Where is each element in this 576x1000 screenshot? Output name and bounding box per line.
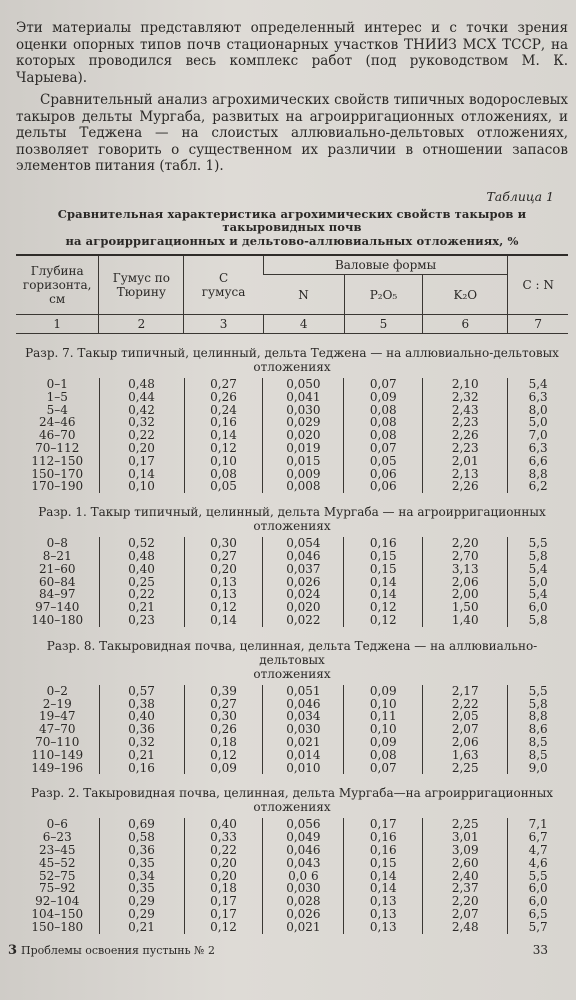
cell-depth: 21–60 (38, 561, 76, 576)
section-title-line-2: отложениях (253, 800, 331, 815)
cell-p2o5: 0,16 (344, 844, 423, 857)
section-title (16, 505, 568, 533)
cell-c-humus: 0,40 (184, 818, 263, 831)
cell-depth: 97–140 (35, 600, 80, 615)
cell-depth: 0–1 (46, 377, 68, 391)
table-row (16, 895, 568, 908)
cell-c-n: 6,0 (508, 895, 568, 908)
cell-n: 0,050 (263, 378, 344, 391)
cell-p2o5: 0,07 (344, 762, 423, 775)
cell-depth: 8–21 (42, 548, 72, 563)
cell-c-n: 5,0 (508, 576, 568, 589)
cell-humus: 0,52 (99, 537, 184, 550)
cell-n: 0,056 (263, 818, 344, 831)
cell-c-n: 8,6 (508, 723, 568, 736)
cell-n: 0,049 (263, 831, 344, 844)
cell-depth: 23–45 (38, 842, 76, 857)
cell-humus: 0,34 (99, 870, 184, 883)
cell-c-n: 5,8 (508, 550, 568, 563)
cell-k2o: 2,26 (423, 429, 508, 442)
cell-k2o: 1,40 (423, 614, 508, 627)
cell-c-humus: 0,09 (184, 762, 263, 775)
cell-p2o5: 0,08 (344, 416, 423, 429)
cell-humus: 0,21 (99, 749, 184, 762)
section-table (16, 818, 568, 933)
footer-title: Проблемы освоения пустынь № 2 (21, 944, 215, 957)
cell-c-humus: 0,20 (184, 563, 263, 576)
cell-c-humus: 0,27 (184, 550, 263, 563)
cell-humus: 0,16 (99, 762, 184, 775)
cell-n: 0,030 (263, 404, 344, 417)
cell-k2o: 2,07 (423, 908, 508, 921)
cell-c-humus: 0,30 (184, 537, 263, 550)
cell-c-n: 6,6 (508, 455, 568, 468)
section-title (16, 786, 568, 814)
cell-depth: 75–92 (38, 881, 76, 896)
table-row (16, 736, 568, 749)
cell-k2o: 2,32 (423, 391, 508, 404)
header-p2o5: P₂O₅ (344, 275, 423, 315)
cell-c-humus: 0,12 (184, 921, 263, 934)
cell-depth: 70–110 (35, 734, 80, 749)
cell-n: 0,0 6 (263, 870, 344, 883)
cell-c-n: 6,0 (508, 882, 568, 895)
table-header (16, 254, 568, 334)
cell-p2o5: 0,16 (344, 537, 423, 550)
table-row (16, 921, 568, 934)
cell-humus: 0,22 (99, 429, 184, 442)
cell-n: 0,046 (263, 844, 344, 857)
cell-n: 0,014 (263, 749, 344, 762)
cell-k2o: 2,23 (423, 442, 508, 455)
cell-c-humus: 0,10 (184, 455, 263, 468)
cell-n: 0,008 (263, 480, 344, 493)
cell-depth: 110–149 (31, 747, 84, 762)
cell-c-n: 4,6 (508, 857, 568, 870)
cell-k2o: 3,09 (423, 844, 508, 857)
page-number: 33 (532, 943, 548, 957)
cell-humus: 0,21 (99, 921, 184, 934)
cell-n: 0,021 (263, 921, 344, 934)
cell-c-n: 5,4 (508, 563, 568, 576)
cell-depth: 5–4 (46, 402, 68, 417)
cell-depth: 140–180 (31, 612, 84, 627)
cell-n: 0,043 (263, 857, 344, 870)
cell-p2o5: 0,10 (344, 698, 423, 711)
cell-p2o5: 0,08 (344, 429, 423, 442)
cell-humus: 0,25 (99, 576, 184, 589)
cell-p2o5: 0,14 (344, 870, 423, 883)
cell-n: 0,046 (263, 698, 344, 711)
cell-c-humus: 0,13 (184, 576, 263, 589)
cell-n: 0,015 (263, 455, 344, 468)
table-row (16, 391, 568, 404)
cell-n: 0,046 (263, 550, 344, 563)
section-title-line-2: отложениях (253, 666, 331, 681)
col-num-1: 1 (16, 315, 99, 334)
cell-p2o5: 0,10 (344, 723, 423, 736)
cell-p2o5: 0,15 (344, 857, 423, 870)
cell-c-humus: 0,24 (184, 404, 263, 417)
header-c-humus: С гумуса (184, 255, 263, 315)
cell-n: 0,028 (263, 895, 344, 908)
header-gross-forms: Валовые формы (263, 255, 508, 275)
cell-c-humus: 0,20 (184, 870, 263, 883)
cell-depth: 46–70 (38, 428, 76, 443)
cell-c-humus: 0,12 (184, 442, 263, 455)
cell-n: 0,026 (263, 576, 344, 589)
section-title (16, 346, 568, 374)
cell-n: 0,026 (263, 908, 344, 921)
cell-c-n: 5,8 (508, 614, 568, 627)
cell-depth: 92–104 (35, 894, 80, 909)
cell-c-n: 6,0 (508, 601, 568, 614)
table-row (16, 442, 568, 455)
cell-c-humus: 0,22 (184, 844, 263, 857)
section-title-line-1: Разр. 8. Такыровидная почва, целинная, дельта Теджена — на аллювиально-дельтовых (46, 638, 538, 667)
cell-depth: 1–5 (46, 389, 68, 404)
cell-depth: 2–19 (42, 696, 72, 711)
cell-humus: 0,38 (99, 698, 184, 711)
cell-depth: 84–97 (38, 587, 76, 602)
cell-depth: 0–2 (46, 683, 68, 698)
cell-n: 0,030 (263, 882, 344, 895)
cell-depth: 150–180 (31, 919, 84, 934)
cell-humus: 0,32 (99, 736, 184, 749)
cell-k2o: 2,37 (423, 882, 508, 895)
cell-humus: 0,57 (99, 685, 184, 698)
cell-k2o: 2,70 (423, 550, 508, 563)
cell-humus: 0,23 (99, 614, 184, 627)
cell-humus: 0,44 (99, 391, 184, 404)
cell-c-humus: 0,05 (184, 480, 263, 493)
cell-c-n: 5,0 (508, 416, 568, 429)
footer-signature-number: 3 (8, 943, 18, 958)
cell-k2o: 2,25 (423, 818, 508, 831)
cell-humus: 0,20 (99, 442, 184, 455)
cell-p2o5: 0,09 (344, 685, 423, 698)
cell-c-humus: 0,17 (184, 908, 263, 921)
cell-c-humus: 0,27 (184, 378, 263, 391)
cell-n: 0,024 (263, 588, 344, 601)
cell-c-n: 5,8 (508, 698, 568, 711)
cell-k2o: 2,01 (423, 455, 508, 468)
header-humus: Гумус по Тюрину (99, 255, 184, 315)
cell-p2o5: 0,07 (344, 442, 423, 455)
cell-p2o5: 0,08 (344, 404, 423, 417)
cell-p2o5: 0,17 (344, 818, 423, 831)
cell-c-humus: 0,13 (184, 588, 263, 601)
cell-c-n: 5,5 (508, 685, 568, 698)
col-num-7: 7 (508, 315, 568, 334)
cell-humus: 0,14 (99, 468, 184, 481)
col-num-5: 5 (344, 315, 423, 334)
cell-depth: 112–150 (31, 453, 84, 468)
cell-c-humus: 0,18 (184, 882, 263, 895)
header-n: N (298, 287, 309, 302)
cell-p2o5: 0,14 (344, 576, 423, 589)
cell-humus: 0,58 (99, 831, 184, 844)
table-row (16, 762, 568, 775)
cell-c-humus: 0,33 (184, 831, 263, 844)
cell-humus: 0,29 (99, 895, 184, 908)
section-table (16, 685, 568, 775)
cell-humus: 0,48 (99, 378, 184, 391)
cell-c-humus: 0,16 (184, 416, 263, 429)
cell-p2o5: 0,13 (344, 908, 423, 921)
cell-depth: 0–8 (46, 536, 68, 551)
page-footer (8, 943, 548, 958)
cell-p2o5: 0,16 (344, 831, 423, 844)
cell-depth: 70–112 (35, 440, 80, 455)
cell-humus: 0,40 (99, 563, 184, 576)
table-caption (16, 208, 568, 249)
header-k2o: K₂O (423, 275, 508, 315)
cell-c-humus: 0,12 (184, 601, 263, 614)
cell-k2o: 2,07 (423, 723, 508, 736)
cell-humus: 0,32 (99, 416, 184, 429)
table-row (16, 857, 568, 870)
cell-n: 0,020 (263, 601, 344, 614)
cell-k2o: 2,22 (423, 698, 508, 711)
cell-humus: 0,48 (99, 550, 184, 563)
cell-c-humus: 0,17 (184, 895, 263, 908)
cell-k2o: 2,25 (423, 762, 508, 775)
cell-k2o: 2,20 (423, 895, 508, 908)
cell-n: 0,054 (263, 537, 344, 550)
col-num-3: 3 (184, 315, 263, 334)
cell-k2o: 2,20 (423, 537, 508, 550)
cell-p2o5: 0,15 (344, 550, 423, 563)
cell-c-n: 8,8 (508, 468, 568, 481)
cell-p2o5: 0,12 (344, 614, 423, 627)
cell-k2o: 2,06 (423, 736, 508, 749)
cell-c-n: 6,5 (508, 908, 568, 921)
table-row (16, 378, 568, 391)
cell-depth: 170–190 (31, 479, 84, 494)
cell-k2o: 2,48 (423, 921, 508, 934)
cell-p2o5: 0,07 (344, 378, 423, 391)
cell-c-n: 8,5 (508, 736, 568, 749)
cell-n: 0,037 (263, 563, 344, 576)
cell-depth: 104–150 (31, 906, 84, 921)
cell-c-n: 5,4 (508, 588, 568, 601)
cell-p2o5: 0,09 (344, 736, 423, 749)
cell-c-n: 4,7 (508, 844, 568, 857)
cell-c-humus: 0,27 (184, 698, 263, 711)
cell-n: 0,029 (263, 416, 344, 429)
table-body (16, 346, 568, 934)
cell-n: 0,010 (263, 762, 344, 775)
cell-c-n: 7,1 (508, 818, 568, 831)
cell-humus: 0,29 (99, 908, 184, 921)
section-title (16, 639, 568, 681)
cell-c-humus: 0,08 (184, 468, 263, 481)
col-num-4: 4 (263, 315, 344, 334)
cell-depth: 6–23 (42, 830, 72, 845)
cell-humus: 0,10 (99, 480, 184, 493)
table-row (16, 480, 568, 493)
cell-k2o: 2,26 (423, 480, 508, 493)
col-num-2: 2 (99, 315, 184, 334)
table-row (16, 844, 568, 857)
cell-c-n: 5,4 (508, 378, 568, 391)
section-title-line-1: Разр. 2. Такыровидная почва, целинная, дельта Мургаба—на агроирригационных (30, 786, 554, 801)
cell-depth: 24–46 (38, 415, 76, 430)
cell-n: 0,019 (263, 442, 344, 455)
intro-paragraph-2: Сравнительный анализ агрохимических свойств типичных водорослевых такыров дельты Мургаба, развитых на агроирригационных отложениях, и дельты Теджена — на слоистых аллювиально-дельтовых отложениях, позволяет говорить о существенном их различии в отношении запасов элементов питания (табл. 1). (16, 92, 568, 174)
cell-k2o: 2,00 (423, 588, 508, 601)
cell-p2o5: 0,13 (344, 895, 423, 908)
cell-depth: 19–47 (38, 709, 76, 724)
caption-line-2: на агроирригационных и дельтово-аллювиальных отложениях, % (65, 233, 519, 248)
cell-k2o: 3,13 (423, 563, 508, 576)
cell-c-n: 8,8 (508, 710, 568, 723)
cell-k2o: 2,40 (423, 870, 508, 883)
section-title-line-2: отложениях (253, 360, 331, 374)
header-depth: Глубина горизонта, см (16, 255, 99, 315)
cell-p2o5: 0,09 (344, 391, 423, 404)
cell-k2o: 2,17 (423, 685, 508, 698)
cell-k2o: 2,60 (423, 857, 508, 870)
cell-k2o: 2,23 (423, 416, 508, 429)
cell-k2o: 2,10 (423, 378, 508, 391)
section-title-line-2: отложениях (253, 519, 331, 534)
cell-c-humus: 0,14 (184, 429, 263, 442)
cell-k2o: 2,43 (423, 404, 508, 417)
cell-n: 0,041 (263, 391, 344, 404)
cell-p2o5: 0,06 (344, 468, 423, 481)
cell-c-humus: 0,26 (184, 391, 263, 404)
cell-c-n: 6,3 (508, 391, 568, 404)
cell-depth: 150–170 (31, 466, 84, 481)
cell-depth: 45–52 (38, 855, 76, 870)
section-title-line-1: Разр. 1. Такыр типичный, целинный, дельта Мургаба — на агроирригационных (38, 505, 546, 520)
cell-humus: 0,21 (99, 601, 184, 614)
cell-n: 0,021 (263, 736, 344, 749)
section-title-line-1: Разр. 7. Такыр типичный, целинный, дельта Теджена — на аллювиально-дельтовых (25, 346, 559, 360)
table-row (16, 685, 568, 698)
cell-k2o: 2,05 (423, 710, 508, 723)
cell-humus: 0,36 (99, 723, 184, 736)
section-table (16, 537, 568, 627)
cell-c-humus: 0,39 (184, 685, 263, 698)
table-row (16, 749, 568, 762)
cell-c-n: 5,5 (508, 870, 568, 883)
cell-p2o5: 0,12 (344, 601, 423, 614)
cell-k2o: 2,06 (423, 576, 508, 589)
cell-k2o: 3,01 (423, 831, 508, 844)
cell-n: 0,022 (263, 614, 344, 627)
cell-depth: 52–75 (38, 868, 76, 883)
cell-p2o5: 0,08 (344, 749, 423, 762)
cell-humus: 0,69 (99, 818, 184, 831)
table-row (16, 614, 568, 627)
cell-humus: 0,22 (99, 588, 184, 601)
cell-c-humus: 0,26 (184, 723, 263, 736)
cell-n: 0,009 (263, 468, 344, 481)
cell-c-n: 9,0 (508, 762, 568, 775)
cell-p2o5: 0,11 (344, 710, 423, 723)
table-row (16, 908, 568, 921)
cell-c-n: 8,5 (508, 749, 568, 762)
cell-k2o: 1,50 (423, 601, 508, 614)
table-number: Таблица 1 (486, 188, 554, 204)
cell-c-humus: 0,30 (184, 710, 263, 723)
cell-humus: 0,17 (99, 455, 184, 468)
cell-p2o5: 0,05 (344, 455, 423, 468)
cell-humus: 0,40 (99, 710, 184, 723)
col-num-6: 6 (423, 315, 508, 334)
cell-depth: 0–6 (46, 817, 68, 832)
table-row (16, 563, 568, 576)
footer-source (8, 943, 215, 958)
cell-p2o5: 0,14 (344, 588, 423, 601)
header-c-n: C : N (508, 255, 568, 315)
table-row (16, 550, 568, 563)
table-row (16, 831, 568, 844)
cell-c-n: 5,7 (508, 921, 568, 934)
cell-c-n: 7,0 (508, 429, 568, 442)
cell-p2o5: 0,13 (344, 921, 423, 934)
cell-c-humus: 0,12 (184, 749, 263, 762)
cell-c-humus: 0,20 (184, 857, 263, 870)
cell-c-n: 5,5 (508, 537, 568, 550)
cell-humus: 0,35 (99, 857, 184, 870)
cell-p2o5: 0,15 (344, 563, 423, 576)
cell-c-n: 6,7 (508, 831, 568, 844)
table-row (16, 455, 568, 468)
cell-depth: 47–70 (38, 722, 76, 737)
cell-c-humus: 0,18 (184, 736, 263, 749)
caption-line-1: Сравнительная характеристика агрохимических свойств такыров и такыровидных почв (57, 206, 527, 234)
cell-depth: 149–196 (31, 760, 84, 775)
cell-n: 0,030 (263, 723, 344, 736)
cell-c-n: 6,3 (508, 442, 568, 455)
cell-depth: 60–84 (38, 574, 76, 589)
cell-n: 0,020 (263, 429, 344, 442)
cell-k2o: 1,63 (423, 749, 508, 762)
cell-humus: 0,42 (99, 404, 184, 417)
cell-n: 0,034 (263, 710, 344, 723)
intro-paragraph-1: Эти материалы представляют определенный интерес и с точки зрения оценки опорных типов почв стационарных участков ТНИИЗ МСХ ТССР, на которых проводился весь комплекс работ (под руководством М. К. Чарыева). (16, 20, 568, 86)
cell-c-n: 6,2 (508, 480, 568, 493)
cell-humus: 0,36 (99, 844, 184, 857)
section-table (16, 378, 568, 493)
cell-p2o5: 0,14 (344, 882, 423, 895)
cell-humus: 0,35 (99, 882, 184, 895)
cell-n: 0,051 (263, 685, 344, 698)
cell-c-humus: 0,14 (184, 614, 263, 627)
cell-k2o: 2,13 (423, 468, 508, 481)
cell-p2o5: 0,06 (344, 480, 423, 493)
cell-c-n: 8,0 (508, 404, 568, 417)
